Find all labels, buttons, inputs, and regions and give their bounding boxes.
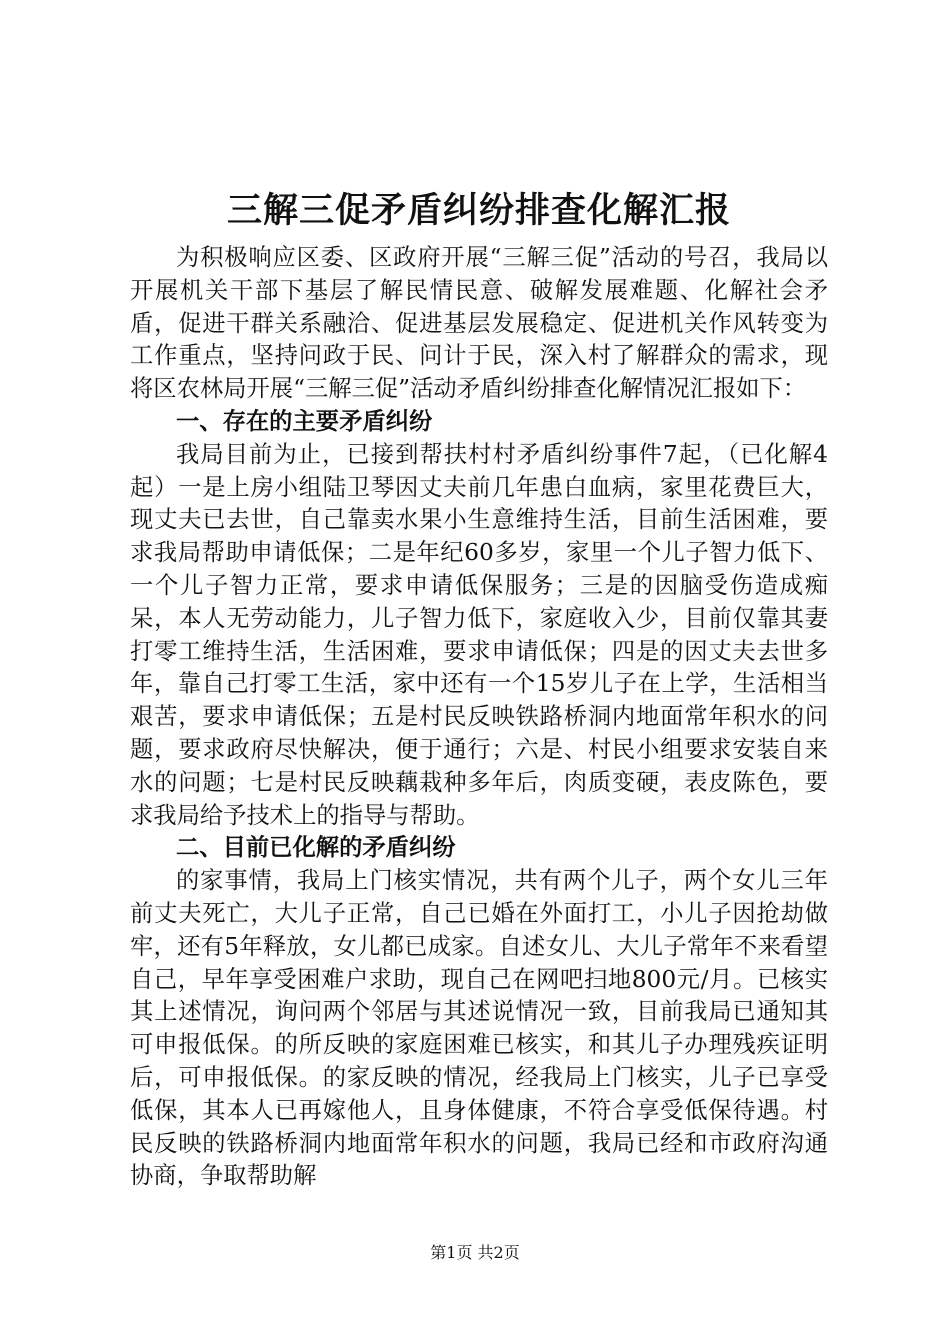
document-title: 三解三促矛盾纠纷排查化解汇报	[226, 190, 731, 231]
section-body-2: 的家事情，我局上门核实情况，共有两个儿子，两个女儿三年前丈夫死亡，大儿子正常，自己已婚在外面打工，小儿子因抢劫做牢，还有5年释放，女儿都已成家。自述女儿、大儿子常年不来看望自己，早年享受困难户求助，现自己在网吧扫地800元/月。已核实其上述情况，询问两个邻居与其述说情况一致，目前我局已通知其可申报低保。的所反映的家庭困难已核实，和其儿子办理残疾证明后，可申报低保。的家反映的情况，经我局上门核实，儿子已享受低保，其本人已再嫁他人，且身体健康，不符合享受低保待遇。村民反映的铁路桥洞内地面常年积水的问题，我局已经和市政府沟通协商，争取帮助解	[130, 867, 828, 1190]
page-number: 第1页 共2页	[430, 1243, 520, 1262]
section-body-1: 我局目前为止，已接到帮扶村村矛盾纠纷事件7起，（已化解4起）一是上房小组陆卫琴因丈夫前几年患白血病，家里花费巨大，现丈夫已去世，自己靠卖水果小生意维持生活，目前生活困难，要求我局帮助申请低保；二是年纪60多岁，家里一个儿子智力低下、一个儿子智力正常，要求申请低保服务；三是的因脑受伤造成痴呆，本人无劳动能力，儿子智力低下，家庭收入少，目前仅靠其妻打零工维持生活，生活困难，要求申请低保；四是的因丈夫去世多年，靠自己打零工生活，家中还有一个15岁儿子在上学，生活相当艰苦，要求申请低保；五是村民反映铁路桥洞内地面常年积水的问题，要求政府尽快解决，便于通行；六是、村民小组要求安装自来水的问题；七是村民反映藕栽种多年后，肉质变硬，表皮陈色，要求我局给予技术上的指导与帮助。	[130, 440, 828, 829]
section-heading-1: 一、存在的主要矛盾纠纷	[176, 407, 433, 435]
intro-paragraph: 为积极响应区委、区政府开展“三解三促”活动的号召，我局以开展机关干部下基层了解民情民意、破解发展难题、化解社会矛盾，促进干群关系融洽、促进基层发展稳定、促进机关作风转变为工作重点，坚持问政于民、问计于民，深入村了解群众的需求，现将区农林局开展“三解三促”活动矛盾纠纷排查化解情况汇报如下：	[130, 244, 828, 403]
section-heading-2: 二、目前已化解的矛盾纠纷	[176, 834, 456, 862]
document-body	[130, 186, 828, 1193]
